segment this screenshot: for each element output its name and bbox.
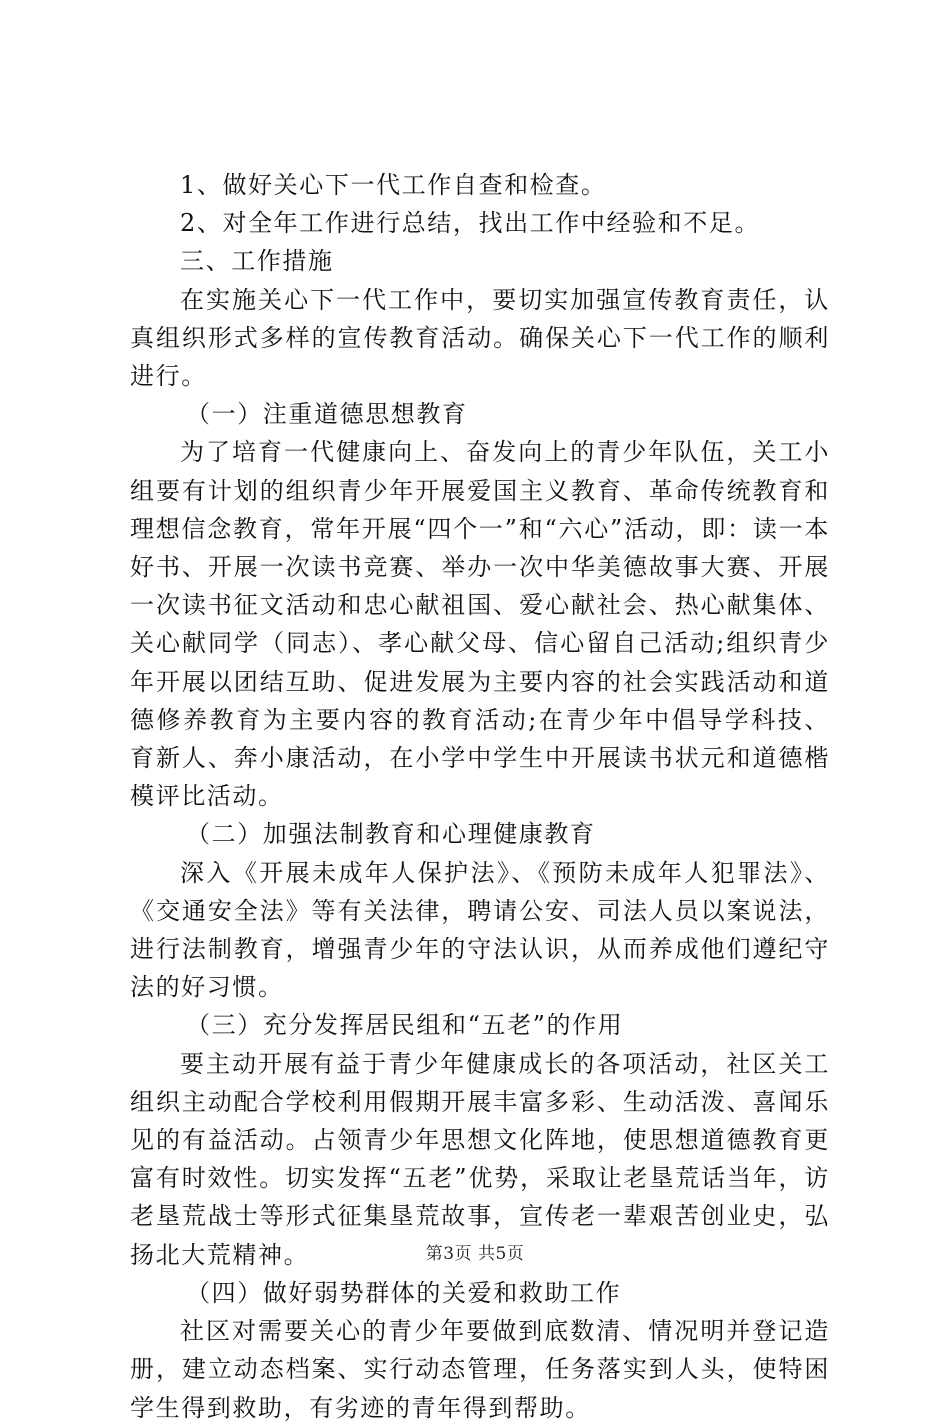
- page-number-footer: 第3页 共5页: [425, 1244, 525, 1264]
- paragraph-vulnerable-groups: 社区对需要关心的青少年要做到底数清、情况明并登记造册，建立动态档案、实行动态管理，任务落实到人头，使特困学生得到救助，有劣迹的青年得到帮助。: [130, 1317, 830, 1422]
- subheading-moral-education: （一）注重道德思想教育: [186, 400, 468, 429]
- paragraph-moral-education: 为了培育一代健康向上、奋发向上的青少年队伍，关工小组要有计划的组织青少年开展爱国主义教育、革命传统教育和理想信念教育，常年开展“四个一”和“六心”活动，即：读一本好书、开展一次读书竞赛、举办一次中华美德故事大赛、开展一次读书征文活动和忠心献祖国、爱心献社会、热心献集体、关心献同学（同志）、孝心献父母、信心留自己活动;组织青少年开展以团结互助、促进发展为主要内容的社会实践活动和道德修养教育为主要内容的教育活动;在青少年中倡导学科技、育新人、奔小康活动，在小学中学生中开展读书状元和道德楷模评比活动。: [130, 438, 830, 811]
- paragraph-residents-role: 要主动开展有益于青少年健康成长的各项活动，社区关工组织主动配合学校利用假期开展丰富多彩、生动活泼、喜闻乐见的有益活动。占领青少年思想文化阵地，使思想道德教育更富有时效性。切实发挥“五老”优势，采取让老垦荒话当年，访老垦荒战士等形式征集垦荒故事，宣传老一辈艰苦创业史，弘扬北大荒精神。: [130, 1049, 830, 1269]
- subheading-legal-education: （二）加强法制教育和心理健康教育: [186, 820, 596, 849]
- list-item-self-inspection: 1、做好关心下一代工作自查和检查。: [180, 171, 607, 199]
- paragraph-measures-intro: 在实施关心下一代工作中，要切实加强宣传教育责任，认真组织形式多样的宣传教育活动。确保关心下一代工作的顺利进行。: [130, 285, 830, 391]
- list-item-annual-summary: 2、对全年工作进行总结，找出工作中经验和不足。: [180, 209, 761, 238]
- section-heading-measures: 三、工作措施: [180, 247, 334, 276]
- paragraph-legal-education: 深入《开展未成年人保护法》、《预防未成年人犯罪法》、《交通安全法》等有关法律，聘请公安、司法人员以案说法，进行法制教育，增强青少年的守法认识，从而养成他们遵纪守法的好习惯。: [130, 858, 830, 1002]
- subheading-vulnerable-groups: （四）做好弱势群体的关爱和救助工作: [186, 1278, 622, 1307]
- document-body: [130, 166, 830, 1427]
- subheading-residents-role: （三）充分发挥居民组和“五老”的作用: [186, 1011, 624, 1040]
